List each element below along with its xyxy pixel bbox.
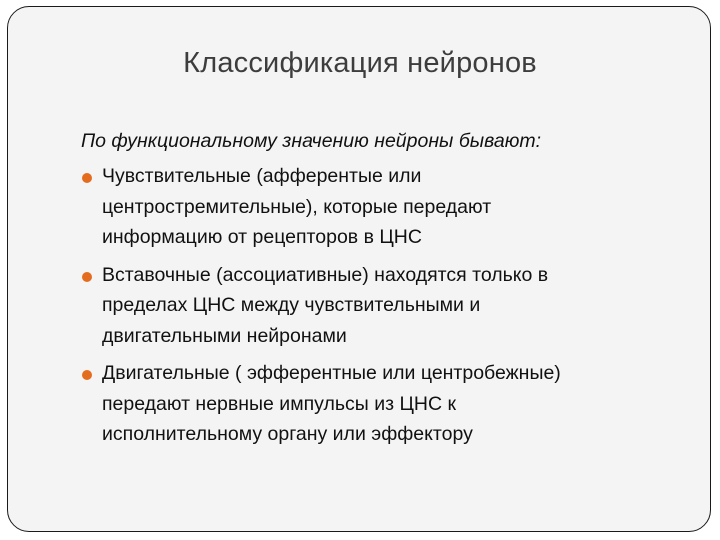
bullet-list xyxy=(81,161,561,457)
bullet-line: пределах ЦНС между чувствительными и xyxy=(102,294,481,316)
bullet-item-motor xyxy=(81,358,561,450)
slide-frame xyxy=(7,6,711,532)
bullet-item-interneuron xyxy=(81,260,561,352)
bullet-line: информацию от рецепторов в ЦНС xyxy=(102,226,422,248)
intro-text: По функциональному значению нейроны бывают: xyxy=(81,130,542,152)
bullet-line: Вставочные (ассоциативные) находятся только в xyxy=(102,263,549,286)
bullet-line: исполнительному органу или эффектору xyxy=(102,423,473,445)
bullet-dot-icon xyxy=(82,173,92,183)
bullet-line: Чувствительные (афферентые или xyxy=(102,165,422,187)
bullet-line: передают нервные импульсы из ЦНС к xyxy=(102,392,456,415)
bullet-line: Двигательные ( эфферентные или центробежные) xyxy=(102,362,561,384)
bullet-line: центростремительные), которые передают xyxy=(102,195,492,218)
bullet-line: двигательными нейронами xyxy=(102,324,347,347)
bullet-item-sensory xyxy=(81,161,561,253)
bullet-dot-icon xyxy=(82,272,92,282)
slide-title: Классификация нейронов xyxy=(183,47,537,79)
bullet-dot-icon xyxy=(82,370,92,380)
